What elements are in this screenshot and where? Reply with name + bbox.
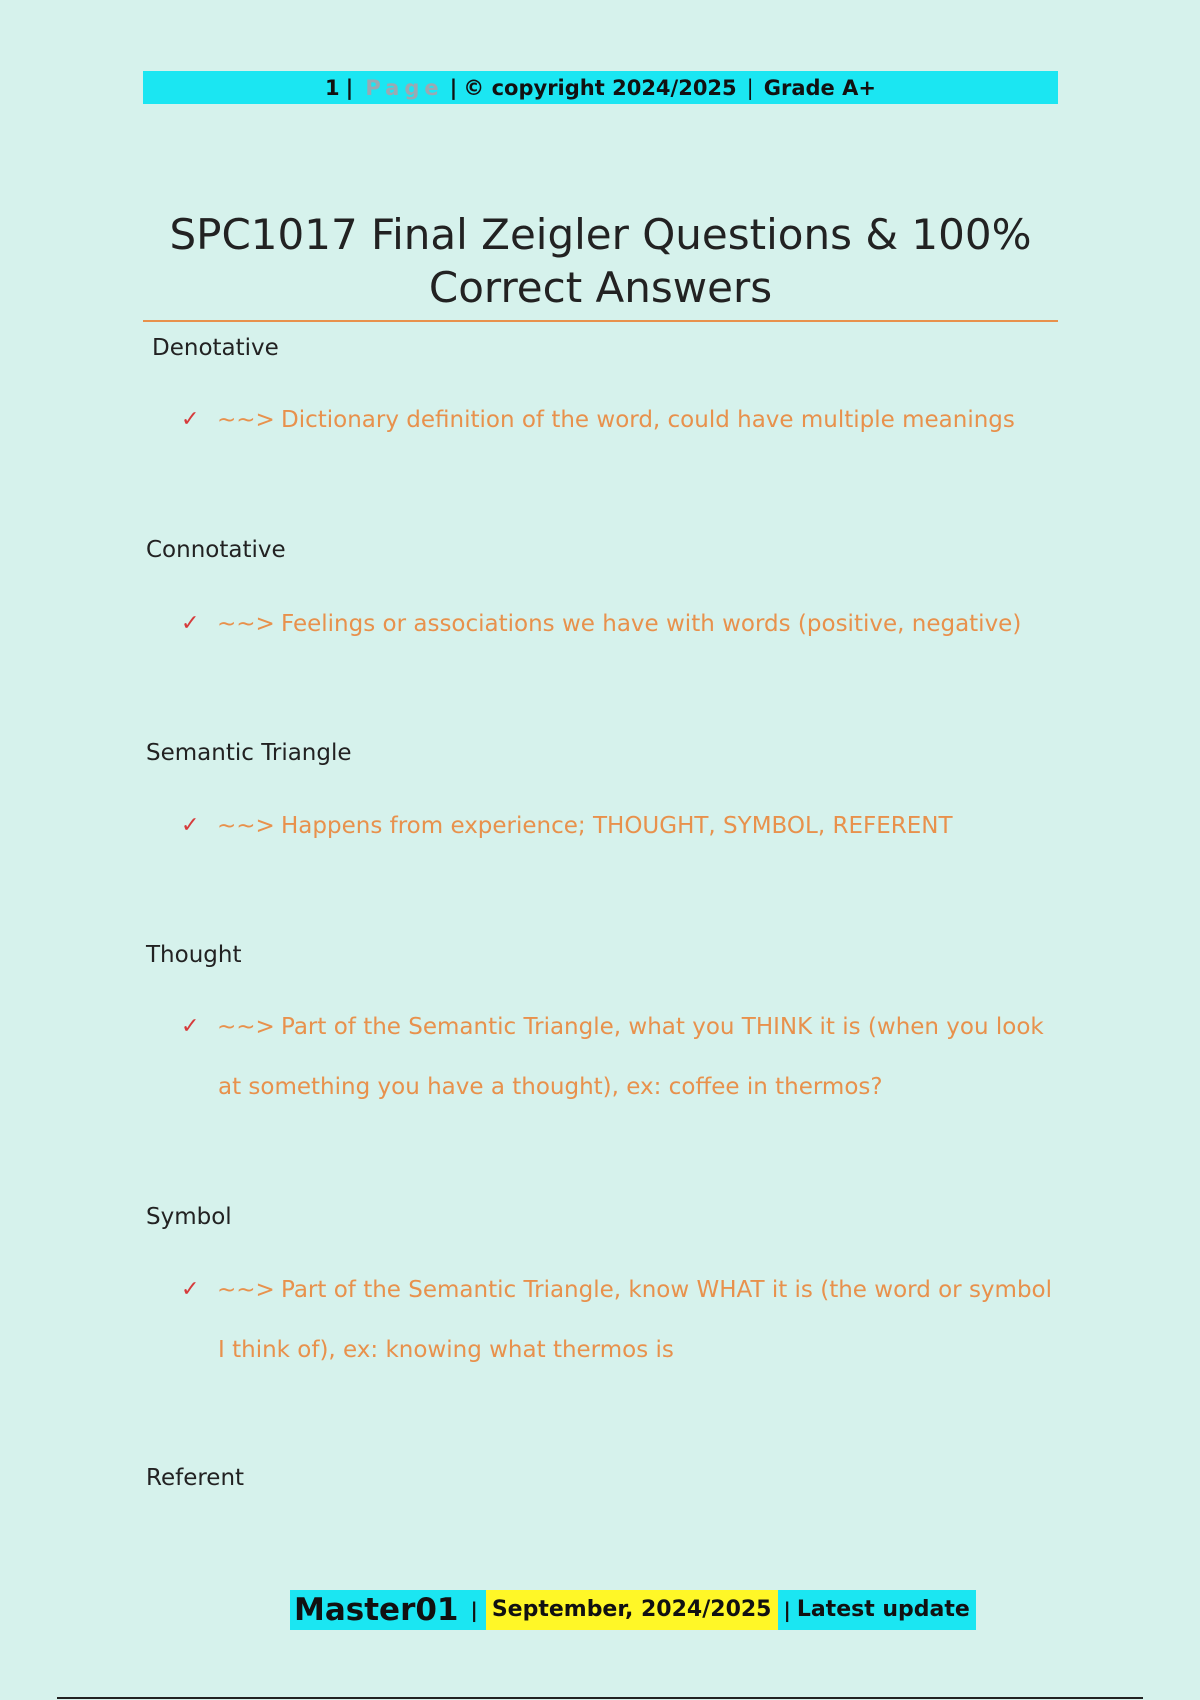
term-thought: Thought (146, 942, 242, 968)
page-header (143, 71, 1058, 104)
bottom-rule (57, 1697, 1143, 1699)
header-separator-3: | (746, 75, 754, 100)
term-symbol: Symbol (146, 1204, 232, 1230)
answer-text: Dictionary definition of the word, could have multiple meanings (281, 407, 1015, 433)
answer-connotative (181, 594, 1061, 654)
arrow-glyph: ~~> (217, 813, 275, 839)
page-footer (290, 1590, 976, 1630)
grade-label: Grade A+ (763, 75, 876, 100)
check-icon: ✓ (181, 407, 200, 432)
header-separator-2: | (449, 75, 458, 100)
answer-semantic-triangle (181, 796, 1061, 856)
copyright-text: © copyright 2024/2025 (463, 75, 737, 100)
footer-brand: Master01 (290, 1590, 463, 1630)
footer-update-label: Latest update (797, 1590, 976, 1630)
answer-thought (181, 997, 1061, 1117)
check-icon: ✓ (181, 1277, 200, 1302)
check-icon: ✓ (181, 813, 200, 838)
check-icon: ✓ (181, 611, 200, 636)
footer-date: September, 2024/2025 (486, 1590, 778, 1630)
arrow-glyph: ~~> (217, 1277, 275, 1303)
footer-separator-2: | (778, 1590, 797, 1630)
answer-text: Feelings or associations we have with words (positive, negative) (281, 611, 1022, 637)
arrow-glyph: ~~> (217, 407, 275, 433)
title-line-1: SPC1017 Final Zeigler Questions & 100% (169, 210, 1032, 259)
term-semantic-triangle: Semantic Triangle (146, 740, 352, 766)
answer-symbol (181, 1260, 1061, 1380)
header-separator: | (345, 75, 354, 100)
arrow-glyph: ~~> (217, 611, 275, 637)
title-line-2: Correct Answers (428, 263, 773, 312)
term-denotative: Denotative (152, 335, 279, 361)
document-title (143, 208, 1058, 314)
answer-denotative (181, 390, 1061, 450)
footer-separator: | (463, 1590, 486, 1630)
page-number: 1 (325, 75, 340, 100)
page-word: Page (365, 75, 444, 100)
answer-text: Part of the Semantic Triangle, know WHAT it is (the word or symbol I think of), ex: knowing what thermos is (218, 1277, 1053, 1363)
check-icon: ✓ (181, 1014, 200, 1039)
term-referent: Referent (146, 1465, 245, 1491)
answer-text: Happens from experience; THOUGHT, SYMBOL, REFERENT (281, 813, 953, 839)
arrow-glyph: ~~> (217, 1014, 275, 1040)
term-connotative: Connotative (146, 537, 286, 563)
title-underline (143, 320, 1058, 322)
answer-text: Part of the Semantic Triangle, what you THINK it is (when you look at something you have a thought), ex: coffee in thermos? (218, 1014, 1044, 1100)
